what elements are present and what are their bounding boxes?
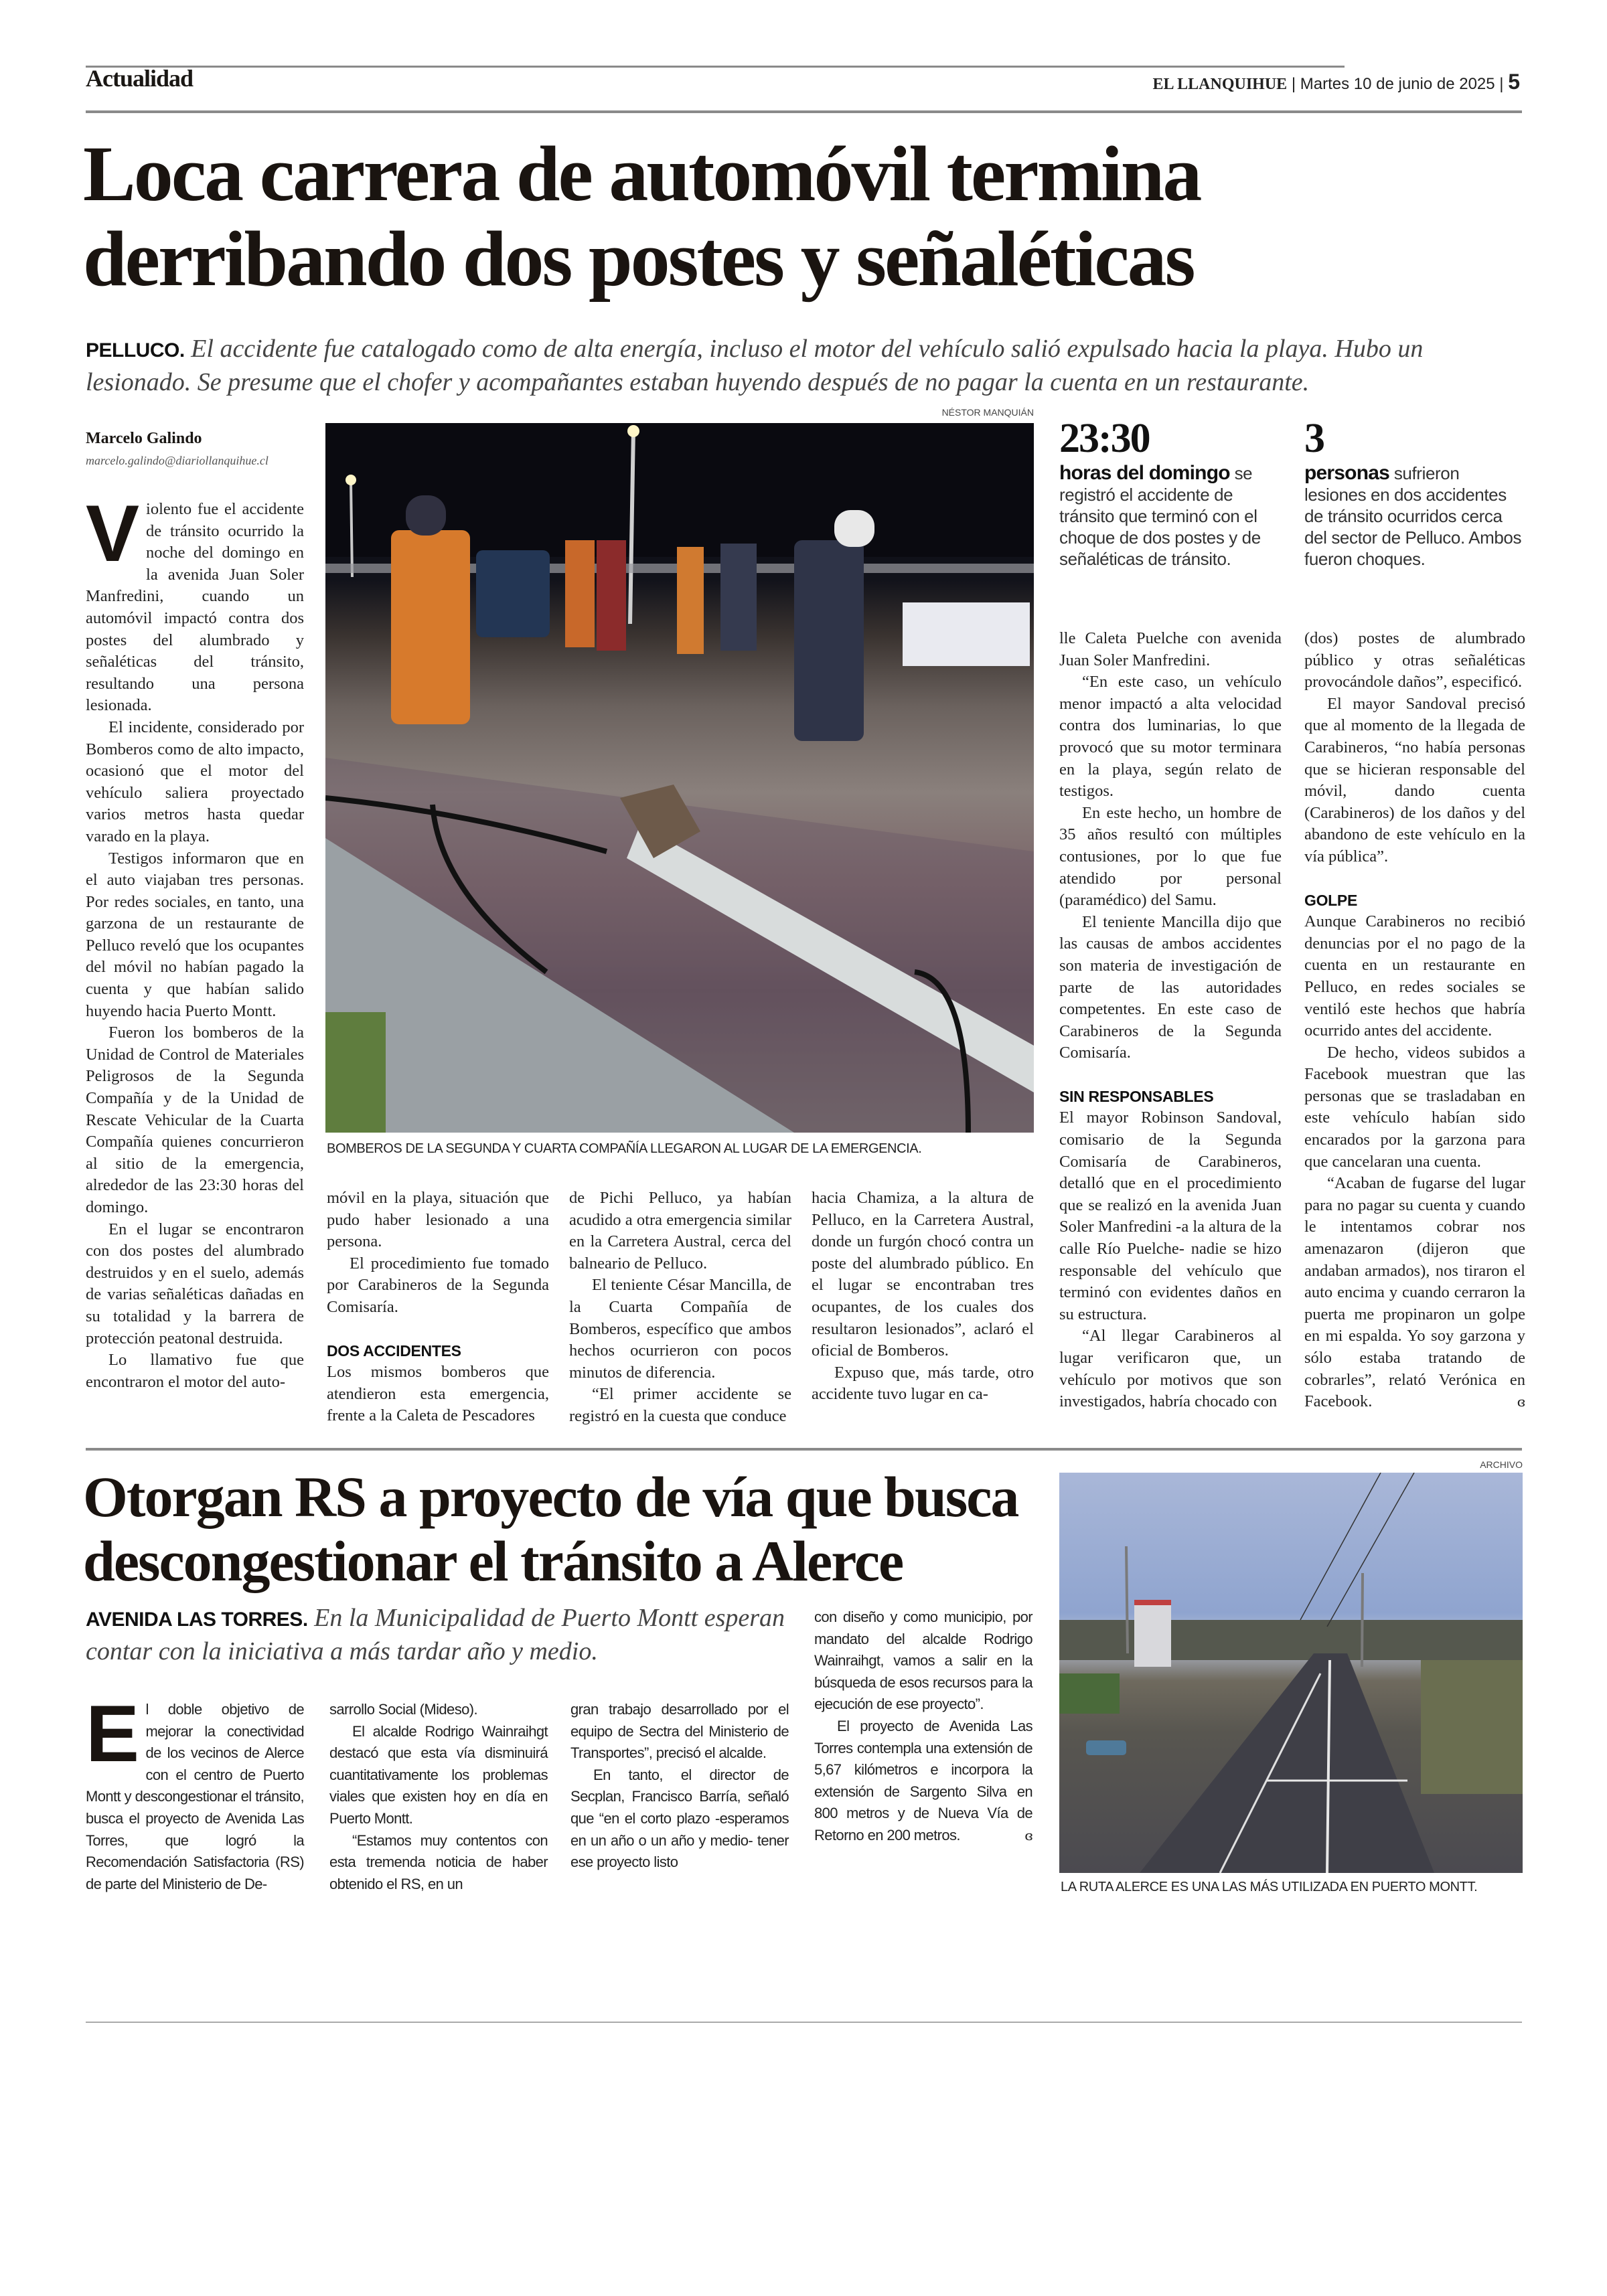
article2-column-4 — [814, 1607, 1032, 1847]
issue-date: Martes 10 de junio de 2025 — [1300, 75, 1495, 93]
page-number: 5 — [1508, 70, 1520, 94]
paragraph: “En este caso, un vehículo menor impactó a alta velocidad contra dos luminarias, lo que provocó que su motor terminara en la playa, según relato de testigos. — [1059, 673, 1282, 801]
photo-caption: BOMBEROS DE LA SEGUNDA Y CUARTA COMPAÑÍA LLEGARON AL LUGAR DE LA EMERGENCIA. — [327, 1141, 922, 1156]
article1-lead — [86, 332, 1512, 399]
paragraph: (dos) postes de alumbrado público y otras señaléticas provocándole daños”, especificó. — [1304, 629, 1525, 691]
newspaper-name: EL LLANQUIHUE — [1152, 76, 1288, 93]
paragraph: En este hecho, un hombre de 35 años resultó con múltiples contusiones, por lo que fue atendido por personal (paramédico) del Samu. — [1059, 803, 1282, 910]
subheading: DOS ACCIDENTES — [327, 1341, 461, 1360]
photo-illustration — [325, 423, 1034, 1133]
paragraph: hacia Chamiza, a la altura de Pelluco, en la Carretera Austral, donde un furgón chocó contra un poste del alumbrado público. En el lugar se encontraban tres ocupantes, de los cuales dos resultaron lesionados”, aclaró el oficial de Bomberos. — [812, 1189, 1034, 1360]
headline-line-2: derribando dos postes y señaléticas — [83, 215, 1194, 303]
paragraph-text: El proyecto de Avenida Las Torres contempla una extensión de 5,67 kilómetros e incorpora la extensión de Sargento Silva en 800 metros y de Nueva Vía de Retorno en 200 metros. — [814, 1717, 1032, 1843]
separator: | — [1495, 75, 1509, 93]
paragraph — [814, 1716, 1032, 1847]
paragraph: Expuso que, más tarde, otro accidente tuvo lugar en ca- — [812, 1363, 1034, 1404]
billboard-icon — [1134, 1600, 1171, 1667]
paragraph: “Estamos muy contentos con esta tremenda noticia de haber obtenido el RS, en un — [329, 1831, 548, 1892]
paragraph: lle Caleta Puelche con avenida Juan Soler Manfredini. — [1059, 629, 1282, 669]
paragraph: El procedimiento fue tomado por Carabineros de la Segunda Comisaría. — [327, 1254, 549, 1316]
stat-number: 23:30 — [1059, 416, 1150, 461]
article2-column-2 — [329, 1699, 548, 1895]
paragraph: Testigos informaron que en el auto viajaban tres personas. Por redes sociales, en tanto, una garzona de un restaurante de Pelluco reveló que los ocupantes del móvil no habían pagado la cuenta y que habían salido huyendo hacia Puerto Montt. — [86, 849, 304, 1020]
stat-box-people — [1304, 415, 1525, 570]
paragraph: gran trabajo desarrollado por el equipo de Sectra del Ministerio de Transportes”, precisó el alcalde. — [570, 1701, 789, 1762]
article1-column-4 — [812, 1187, 1034, 1406]
masthead — [1152, 70, 1520, 94]
photo-illustration — [1059, 1473, 1523, 1873]
subheading: GOLPE — [1304, 891, 1358, 909]
article1-column-2 — [327, 1187, 549, 1427]
accident-photo — [325, 423, 1034, 1133]
header-rule — [86, 110, 1522, 113]
paragraph: de Pichi Pelluco, ya habían acudido a otra emergencia similar en la Carretera Austral, cerca del balneario de Pelluco. — [569, 1189, 791, 1273]
article2-column-3 — [570, 1699, 789, 1874]
article-separator — [86, 1448, 1522, 1451]
paragraph: El incidente, considerado por Bomberos como de alto impacto, ocasionó que el motor del vehículo saliera proyectado varios metros hasta quedar varado en la playa. — [86, 718, 304, 845]
paragraph: Los mismos bomberos que atendieron esta emergencia, frente a la Caleta de Pescadores — [327, 1363, 549, 1425]
utility-pole-icon — [1126, 1546, 1128, 1653]
article2-column-1 — [86, 1689, 304, 1895]
subheading: SIN RESPONSABLES — [1059, 1087, 1214, 1105]
paragraph: sarrollo Social (Mideso). — [329, 1701, 477, 1718]
stat-text: se registró el accidente de tránsito que terminó con el choque de dos postes y de señaléticas de tránsito. — [1059, 463, 1261, 569]
article1-column-3 — [569, 1187, 791, 1428]
article1-column-1 — [86, 489, 304, 1393]
article1-column-6 — [1304, 628, 1525, 1413]
paragraph: En el lugar se encontraron con dos postes del alumbrado destruidos y en el suelo, además de varias señaléticas dañadas en su totalidad y la barrera de protección peatonal destruida. — [86, 1220, 304, 1347]
paragraph: “El primer accidente se registró en la cuesta que conduce — [569, 1385, 791, 1425]
paragraph: l doble objetivo de mejorar la conectividad de los vecinos de Alerce con el centro de Puerto Montt y descongestionar el tránsito, busca el proyecto de Avenida Las Torres, que logró la Recomendación Satisfactoria (RS) de parte del Ministerio de De- — [86, 1701, 304, 1892]
article2-lead — [86, 1601, 795, 1668]
paragraph: El mayor Sandoval precisó que al momento de la llegada de Carabineros, “no había personas que se hicieran responsable del móvil, dando cuenta (Carabineros) de los daños y del abandono de este vehículo en la vía pública”. — [1304, 694, 1525, 866]
paragraph: El teniente Mancilla dijo que las causas de ambos accidentes son materia de investigación de parte de las autoridades competentes. En este caso de Carabineros de la Segunda Comisaría. — [1059, 912, 1282, 1062]
lead-text: El accidente fue catalogado como de alta energía, incluso el motor del vehículo salió expulsado hacia la playa. Hubo un lesionado. Se presume que el chofer y acompañantes estaban huyendo después de no pagar la cuenta en un restaurante. — [86, 335, 1424, 397]
quote-text: “Acaban de fugarse del lugar para no pagar su cuenta y cuando le intentamos cobrar nos amenazaron (dijeron que andaban armados), nos tiraron el auto encima y cuando cerraron la puerta me propinaron un golpe en mi espalda. Yo soy garzona y sólo estaba tratando de cobrarles”, relató Verónica en Facebook. — [1304, 1174, 1525, 1411]
end-mark-icon: ɞ — [1517, 1394, 1525, 1410]
lead-kicker: PELLUCO. — [86, 339, 185, 361]
paragraph: El alcalde Rodrigo Wainraihgt destacó que esta vía disminuirá cuantitativamente los problemas viales que existen hoy en día en Puerto Montt. — [329, 1722, 548, 1827]
paragraph: De hecho, videos subidos a Facebook muestran que las personas que se trasladaban en este vehículo habían sido encarados por la garzona para que cancelaran una cuenta. — [1304, 1043, 1525, 1171]
end-mark-icon: ɞ — [1024, 1827, 1032, 1843]
stat-text: sufrieron lesiones en dos accidentes de tránsito ocurridos cerca del sector de Pelluco. Ambos fueron choques. — [1304, 463, 1522, 569]
headline-line-2: descongestionar el tránsito a Alerce — [83, 1529, 903, 1594]
separator: | — [1287, 75, 1300, 93]
paragraph: con diseño y como municipio, por mandato del alcalde Rodrigo Wainraihgt, vamos a salir en la búsqueda de esos recursos para la ejecución de ese proyecto”. — [814, 1609, 1032, 1713]
dropcap: V — [86, 489, 140, 578]
lead-kicker: AVENIDA LAS TORRES. — [86, 1609, 308, 1631]
article1-column-5 — [1059, 628, 1282, 1413]
paragraph: Fueron los bomberos de la Unidad de Control de Materiales Peligrosos de la Segunda Compañía y de la Unidad de Rescate Vehicular de la Cuarta Compañía quienes concurrieron al sitio de la emergencia, alrededor de las 23:30 horas del domingo. — [86, 1023, 304, 1216]
top-rule — [86, 66, 1345, 68]
author-email: marcelo.galindo@diariollanquihue.cl — [86, 454, 269, 467]
photo-caption: LA RUTA ALERCE ES UNA LAS MÁS UTILIZADA EN PUERTO MONTT. — [1061, 1880, 1478, 1894]
paragraph: “Al llegar Carabineros al lugar verificaron que, un vehículo por motivos que son investigados, habría chocado con — [1059, 1327, 1282, 1411]
lead-text: En la Municipalidad de Puerto Montt esperan contar con la iniciativa a más tardar año y medio. — [86, 1604, 785, 1666]
stat-description — [1059, 463, 1280, 570]
article2-headline — [83, 1465, 1047, 1594]
section-label: Actualidad — [86, 65, 194, 92]
headline-line-1: Loca carrera de automóvil termina — [83, 130, 1201, 218]
bottom-rule — [86, 2022, 1522, 2023]
article1-headline — [83, 131, 1529, 302]
author-name: Marcelo Galindo — [86, 430, 202, 447]
paragraph: iolento fue el accidente de tránsito ocurrido la noche del domingo en la avenida Juan Soler Manfredini, cuando un automóvil impactó contra dos postes del alumbrado y señaléticas del tránsito, resultando una persona lesionada. — [86, 500, 304, 715]
stat-description — [1304, 463, 1525, 570]
stat-bold: personas — [1304, 462, 1389, 484]
paragraph: Aunque Carabineros no recibió denuncias por el no pago de la cuenta en un restaurante en Pelluco, en redes sociales se ventiló este hechos que habría ocurrido antes del accidente. — [1304, 912, 1525, 1040]
dropcap: E — [86, 1689, 139, 1779]
paragraph: Lo llamativo fue que encontraron el motor del auto- — [86, 1351, 304, 1391]
photo-credit: ARCHIVO — [1480, 1459, 1523, 1470]
paragraph: El mayor Robinson Sandoval, comisario de la Segunda Comisaría de Carabineros, detalló que en el procedimiento que se realizó en la avenida Juan Soler Manfredini -a la altura de la calle Río Puelche- nadie se hizo responsable del vehículo que terminó con evidentes daños en su estructura. — [1059, 1109, 1282, 1323]
stat-box-time — [1059, 415, 1280, 570]
stat-number: 3 — [1304, 416, 1324, 461]
paragraph: En tanto, el director de Secplan, Francisco Barría, señaló que “en el corto plazo -esperamos en un año o un año y medio- tener ese proyecto listo — [570, 1766, 789, 1871]
road-photo — [1059, 1473, 1523, 1873]
paragraph: móvil en la playa, situación que pudo haber lesionado a una persona. — [327, 1189, 549, 1251]
paragraph — [1304, 1173, 1525, 1413]
photo-credit: NÉSTOR MANQUIÁN — [941, 407, 1034, 418]
paragraph: El teniente César Mancilla, de la Cuarta Compañía de Bomberos, específico que ambos hechos ocurrieron con pocos minutos de diferencia. — [569, 1276, 791, 1382]
stat-bold: horas del domingo — [1059, 462, 1230, 484]
headline-line-1: Otorgan RS a proyecto de vía que busca — [83, 1465, 1018, 1529]
